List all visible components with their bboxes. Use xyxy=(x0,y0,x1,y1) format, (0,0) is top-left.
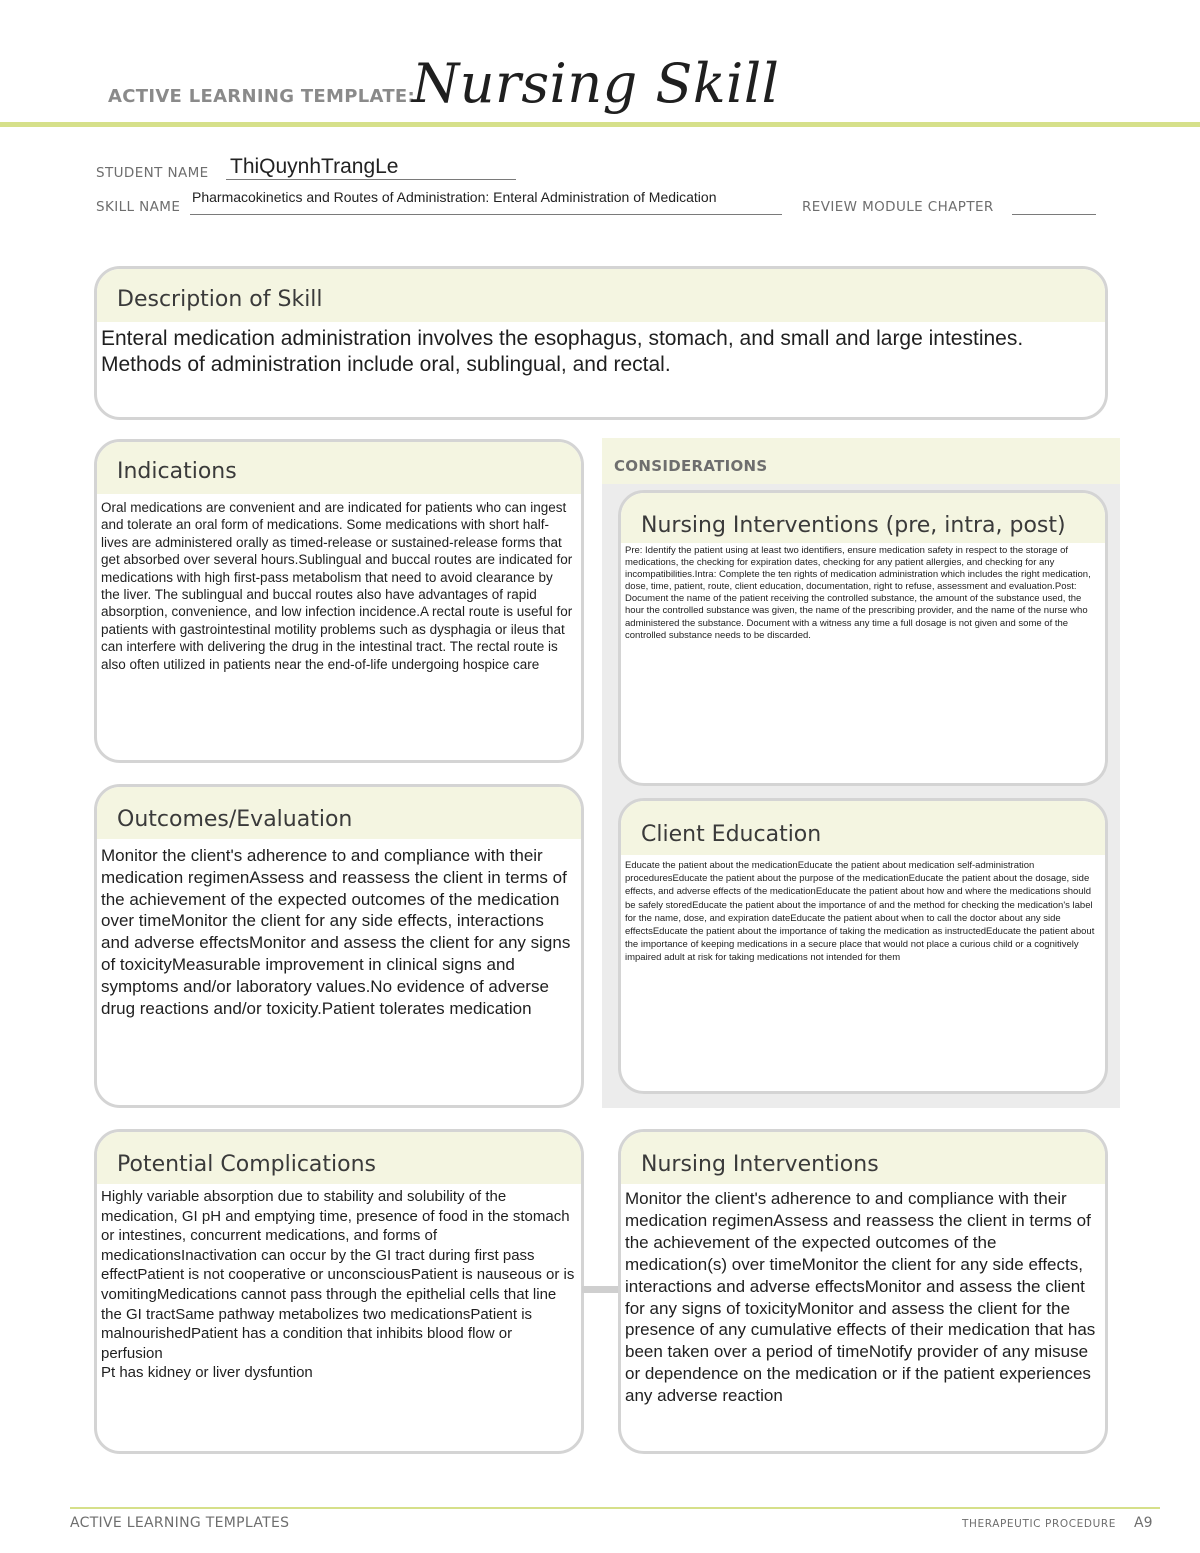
nursing-interventions-header xyxy=(621,1132,1105,1186)
review-module-chapter-field[interactable] xyxy=(1012,196,1096,215)
nursing-interventions-pip-title: Nursing Interventions (pre, intra, post) xyxy=(641,513,1066,538)
outcomes-box xyxy=(94,784,584,1108)
client-education-box xyxy=(618,798,1108,1094)
footer-rule xyxy=(70,1507,1160,1509)
potential-complications-header xyxy=(97,1132,581,1186)
template-label: ACTIVE LEARNING TEMPLATE: xyxy=(108,86,415,107)
skill-name-label: SKILL NAME xyxy=(96,199,181,215)
outcomes-header xyxy=(97,787,581,841)
student-name-label: STUDENT NAME xyxy=(96,165,209,181)
nursing-interventions-pip-header xyxy=(621,493,1105,545)
footer-right-label: THERAPEUTIC PROCEDURE xyxy=(962,1518,1116,1530)
skill-name-value[interactable]: Pharmacokinetics and Routes of Administration: Enteral Administration of Medication xyxy=(192,189,717,205)
potential-complications-note: Pt has kidney or liver dysfuntion xyxy=(101,1364,313,1382)
footer-left-label: ACTIVE LEARNING TEMPLATES xyxy=(70,1515,290,1531)
indications-text[interactable]: Oral medications are convenient and are indicated for patients who can ingest and tolerate an oral form of medications. Some medications with short half-lives are administered orally as timed-release or sustained-release forms that get absorbed over several hours.Sublingual and buccal routes are indicated for medications with high first-pass metabolism that need to avoid clearance by the liver. The sublingual and buccal routes also have advantages of rapid absorption, convenience, and low infection incidence.A rectal route is useful for patients with gastrointestinal motility problems such as dysphagia or ileus that can interfere with delivering the drug in the intestinal tract. The rectal route is also often utilized in patients near the end-of-life undergoing hospice care xyxy=(101,500,573,672)
indications-title: Indications xyxy=(117,459,237,484)
nursing-interventions-box xyxy=(618,1129,1108,1454)
review-module-chapter-label: REVIEW MODULE CHAPTER xyxy=(802,199,994,215)
nursing-interventions-text[interactable]: Monitor the client's adherence to and compliance with their medication regimenAssess and reassess the client in terms of the achievement of the expected outcomes of the medication(s) over timeMonitor the client for any side effects, interactions and adverse effectsMonitor and assess the client for any signs of toxicityMonitor and assess the client for the presence of any cumulative effects of their medication that has been taken over a period of timeNotify provider of any misuse or dependence on the medication or if the patient experiences any adverse reaction xyxy=(625,1189,1096,1406)
outcomes-text[interactable]: Monitor the client's adherence to and compliance with their medication regimenAssess and reassess the client in terms of the achievement of the expected outcomes of the medication over timeMonitor the client for any side effects, interactions and adverse effectsMonitor and assess the client for any signs of toxicityMeasurable improvement in clinical signs and symptoms and/or laboratory values.No evidence of adverse drug reactions and/or toxicity.Patient tolerates medication xyxy=(101,846,571,1018)
client-education-header xyxy=(621,801,1105,857)
description-title: Description of Skill xyxy=(117,287,323,312)
description-header xyxy=(97,269,1105,324)
description-box xyxy=(94,266,1108,420)
template-title: Nursing Skill xyxy=(412,52,780,115)
outcomes-title: Outcomes/Evaluation xyxy=(117,807,353,832)
student-name-value[interactable]: ThiQuynhTrangLe xyxy=(230,155,399,178)
client-education-title: Client Education xyxy=(641,822,822,847)
potential-complications-text[interactable] xyxy=(101,1187,575,1383)
potential-complications-title: Potential Complications xyxy=(117,1152,376,1177)
indications-box xyxy=(94,439,584,763)
indications-header xyxy=(97,442,581,496)
client-education-text[interactable]: Educate the patient about the medicationEducate the patient about medication self-administration proceduresEducate the patient about the purpose of the medicationEducate the patient about the dosage, side effects, and adverse effects of the medicationEducate the patient about how and where the medications should be safely storedEducate the patient about the importance of and the method for checking the medication's label for the name, dose, and expiration dateEducate the patient about when to call the doctor about any side effectsEducate the patient about the importance of taking the medication as instructedEducate the patient about the importance of keeping medications in a secure place that would not place a curious child or a cognitively impaired adult at risk for taking medications not intended for them xyxy=(625,860,1095,964)
potential-complications-paragraph: Highly variable absorption due to stability and solubility of the medication, GI pH and emptying time, presence of food in the stomach or intestines, concurrent medications, and forms of medicationsInactivation can occur by the GI tract during first pass effectPatient is not cooperative or unconsciousPatient is nauseous or is vomitingMedications cannot pass through the epithelial cells that line the GI tractSame pathway metabolizes two medicationsPatient is malnourishedPatient has a condition that inhibits blood flow or perfusion xyxy=(101,1188,575,1362)
potential-complications-box xyxy=(94,1129,584,1454)
box-connector xyxy=(582,1286,622,1293)
nursing-interventions-pip-text[interactable]: Pre: Identify the patient using at least two identifiers, ensure medication safety in respect to the storage of medications, the checking for expiration dates, checking for any patient allergies, and checking for any incompatibilities.Intra: Complete the ten rights of medication administration which includes the right medication, dose, time, patient, route, client education, documentation, right to refuse, assessment and evaluation.Post: Document the name of the patient receiving the controlled substance, the amount of the substance used, the hour the controlled substance was given, the name of the prescribing provider, and the name of the nurse who administered the substance. Document with a witness any time a full dosage is not given and some of the controlled substance needs to be discarded. xyxy=(625,545,1091,641)
considerations-label: CONSIDERATIONS xyxy=(614,457,768,475)
footer-page-number: A9 xyxy=(1134,1515,1153,1531)
nursing-interventions-pip-box xyxy=(618,490,1108,786)
nursing-interventions-title: Nursing Interventions xyxy=(641,1152,879,1177)
header-rule xyxy=(0,122,1200,127)
description-text[interactable]: Enteral medication administration involves the esophagus, stomach, and small and large intestines. Methods of administration include oral, sublingual, and rectal. xyxy=(101,327,1024,376)
